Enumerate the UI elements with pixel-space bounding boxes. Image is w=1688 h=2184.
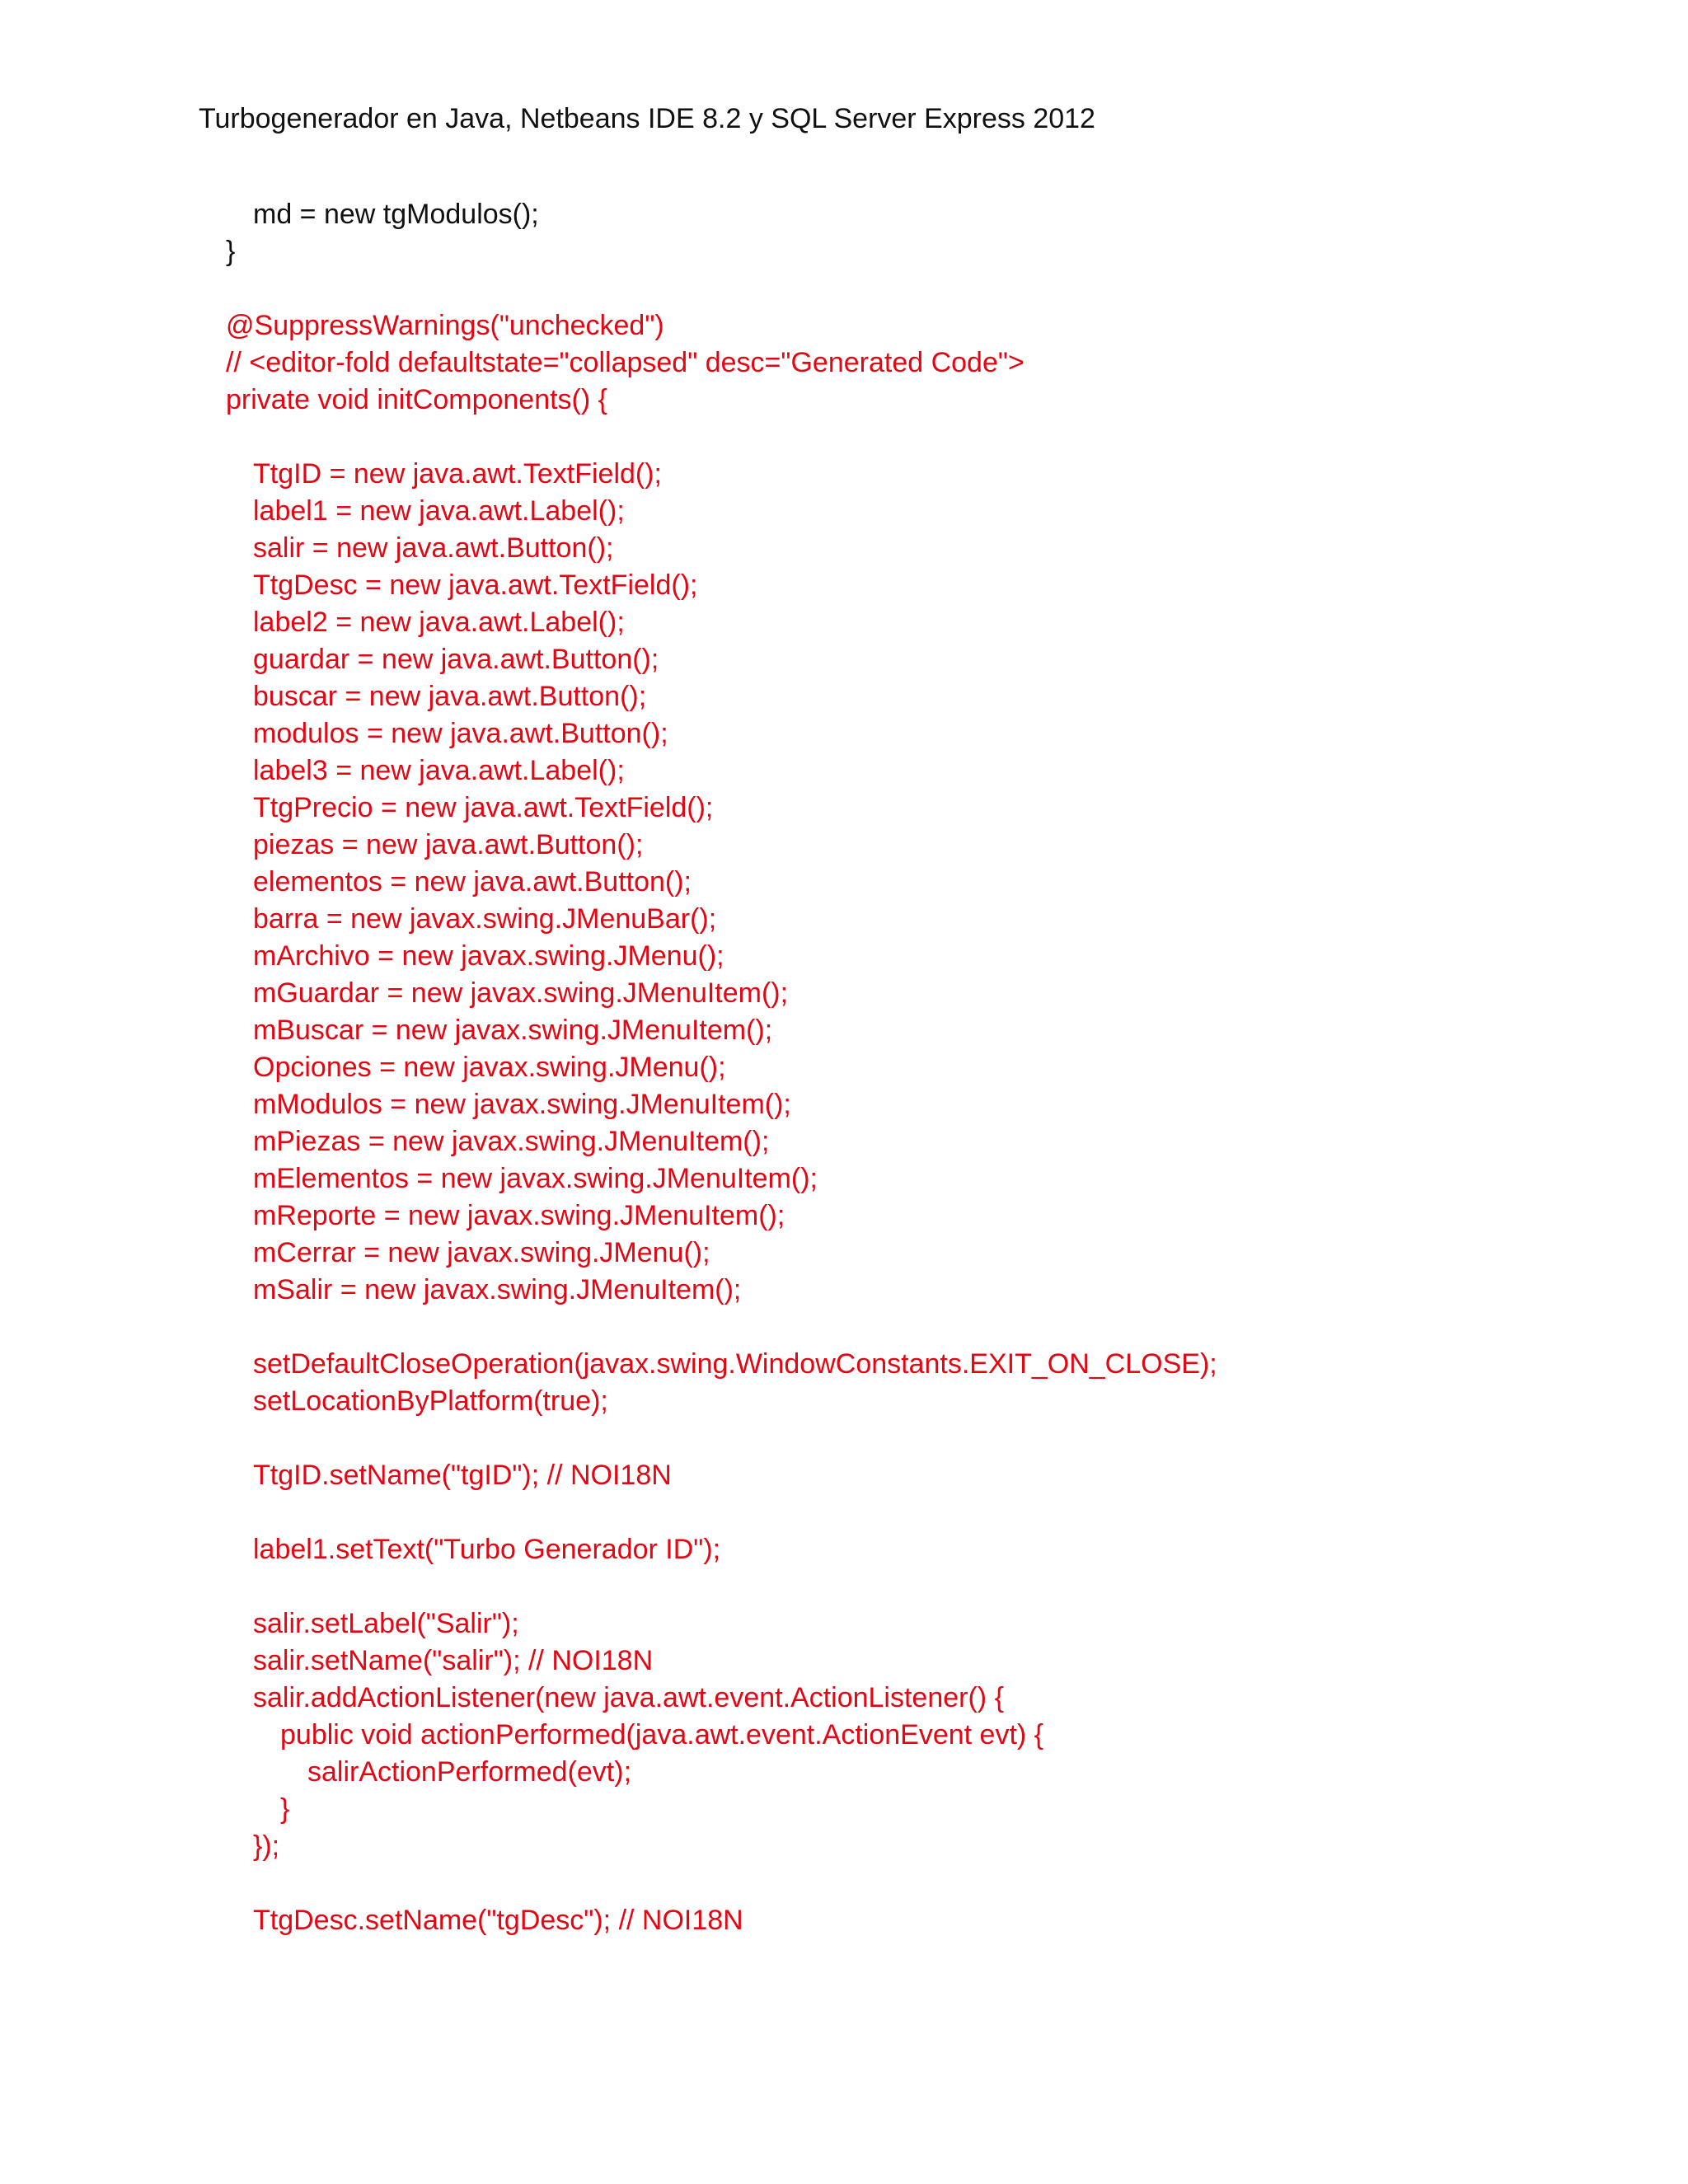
code-line (199, 1568, 1600, 1605)
code-line: mReporte = new javax.swing.JMenuItem(); (253, 1200, 785, 1231)
code-line: setLocationByPlatform(true); (253, 1385, 608, 1417)
code-line: @SuppressWarnings("unchecked") (226, 310, 664, 341)
code-line: }); (253, 1830, 280, 1862)
code-line: label2 = new java.awt.Label(); (253, 607, 625, 638)
code-line: TtgDesc.setName("tgDesc"); // NOI18N (253, 1905, 743, 1936)
code-block (199, 196, 1600, 1939)
code-line: modulos = new java.awt.Button(); (253, 718, 668, 749)
code-line: label3 = new java.awt.Label(); (253, 755, 625, 786)
code-line: md = new tgModulos(); (253, 199, 539, 230)
code-line: elementos = new java.awt.Button(); (253, 866, 692, 898)
code-line: mGuardar = new javax.swing.JMenuItem(); (253, 977, 789, 1009)
code-line: buscar = new java.awt.Button(); (253, 681, 647, 712)
code-line (199, 1420, 1600, 1457)
code-line: salir = new java.awt.Button(); (253, 532, 614, 564)
code-line (199, 1494, 1600, 1531)
code-line: mPiezas = new javax.swing.JMenuItem(); (253, 1126, 770, 1157)
code-line (199, 270, 1600, 307)
code-line: barra = new javax.swing.JMenuBar(); (253, 903, 717, 935)
page-header: Turbogenerador en Java, Netbeans IDE 8.2 y SQL Server Express 2012 (199, 103, 1095, 134)
code-line: TtgDesc = new java.awt.TextField(); (253, 569, 698, 601)
code-line: label1 = new java.awt.Label(); (253, 495, 625, 527)
code-line: } (280, 1793, 290, 1825)
code-line: TtgID.setName("tgID"); // NOI18N (253, 1460, 672, 1491)
code-line: salirActionPerformed(evt); (307, 1756, 632, 1788)
code-line: salir.setName("salir"); // NOI18N (253, 1645, 654, 1676)
code-line: } (226, 236, 236, 267)
code-line: salir.setLabel("Salir"); (253, 1608, 519, 1639)
code-line: mSalir = new javax.swing.JMenuItem(); (253, 1274, 742, 1305)
code-line: mArchivo = new javax.swing.JMenu(); (253, 940, 724, 972)
code-line: TtgID = new java.awt.TextField(); (253, 458, 663, 490)
code-line: piezas = new java.awt.Button(); (253, 829, 644, 860)
code-line (199, 1865, 1600, 1902)
code-line: TtgPrecio = new java.awt.TextField(); (253, 792, 714, 823)
code-line: // <editor-fold defaultstate="collapsed" desc="Generated Code"> (226, 347, 1025, 378)
code-line: Opciones = new javax.swing.JMenu(); (253, 1052, 726, 1083)
code-line: mElementos = new javax.swing.JMenuItem(); (253, 1163, 818, 1194)
code-line: public void actionPerformed(java.awt.event.ActionEvent evt) { (280, 1719, 1044, 1750)
code-line: salir.addActionListener(new java.awt.event.ActionListener() { (253, 1682, 1004, 1713)
code-line: label1.setText("Turbo Generador ID"); (253, 1534, 721, 1565)
code-line: private void initComponents() { (226, 384, 608, 415)
code-line (199, 1309, 1600, 1346)
code-line: guardar = new java.awt.Button(); (253, 644, 659, 675)
code-line (199, 419, 1600, 456)
code-line: mCerrar = new javax.swing.JMenu(); (253, 1237, 710, 1268)
code-line: mBuscar = new javax.swing.JMenuItem(); (253, 1015, 773, 1046)
code-line: mModulos = new javax.swing.JMenuItem(); (253, 1089, 791, 1120)
code-line: setDefaultCloseOperation(javax.swing.WindowConstants.EXIT_ON_CLOSE); (253, 1348, 1217, 1380)
